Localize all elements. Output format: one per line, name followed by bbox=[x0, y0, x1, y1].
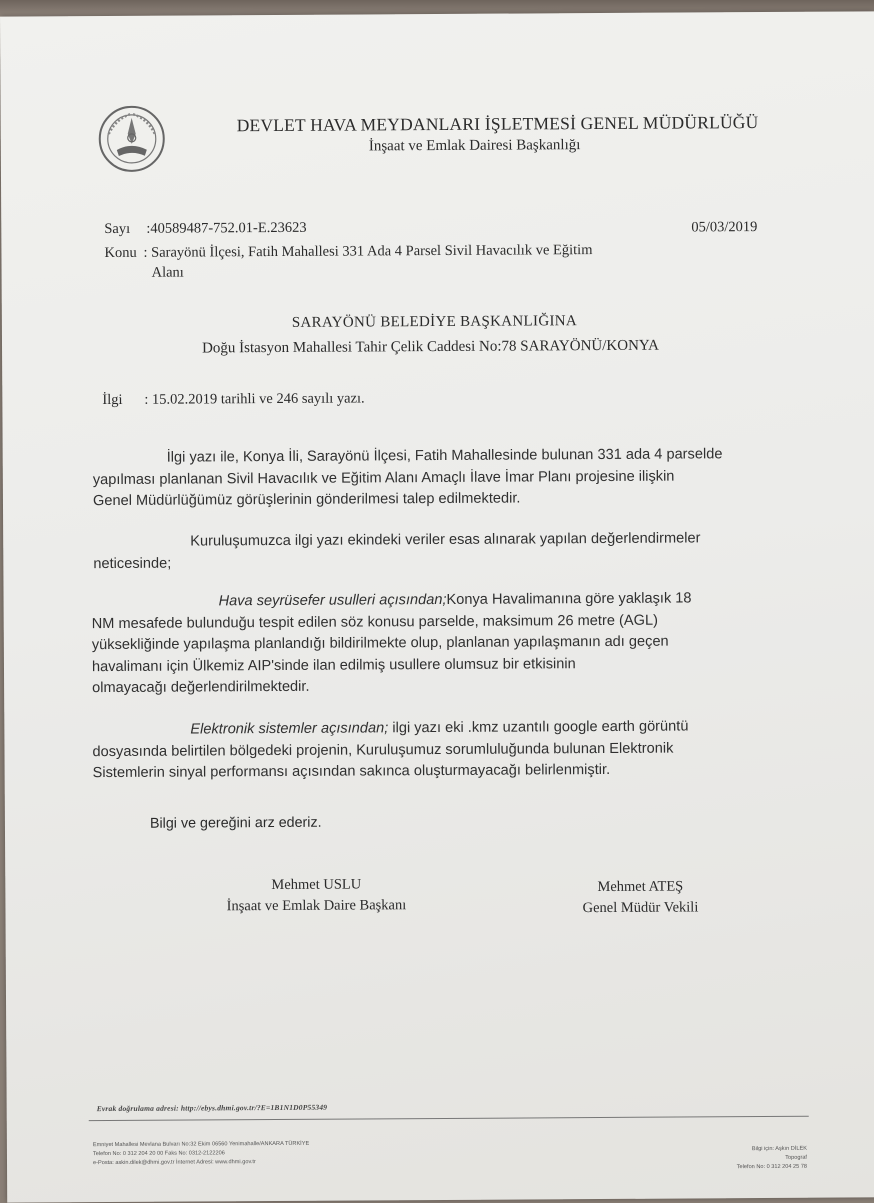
dhmi-seal-icon bbox=[97, 104, 167, 174]
organization-title: DEVLET HAVA MEYDANLARI İŞLETMESİ GENEL MÜDÜRLÜĞÜ bbox=[236, 112, 759, 136]
konu-label: Konu bbox=[104, 244, 137, 262]
document-date: 05/03/2019 bbox=[691, 219, 758, 236]
letter-page bbox=[0, 11, 874, 1202]
footer-address: Emniyet Mahallesi Mevlana Bulvarı No:32 Ekim 06560 Yenimahalle/ANKARA TÜRKİYE Telefon No: 0 312 204 20 00 Faks No: 0312-2122206 e-Posta: askin.dilek@dhmi.gov.tr İnternet Adresi: www.dhmi.gov.tr bbox=[92, 1140, 310, 1167]
paragraph-1: İlgi yazı ile, Konya İli, Sarayönü İlçesi, Fatih Mahallesinde bulunan 331 ada 4 parselde yapılması planlanan Sivil Havacılık ve Eğitim Alanı Amaçlı İlave İmar Planı projesine ilişkin Genel Müdürlüğümüz görüşlerinin gönderilmesi talep edilmektedir. bbox=[92, 446, 723, 510]
paragraph-3-heading: Hava seyrüsefer usulleri açısından; bbox=[218, 591, 447, 610]
department-name: İnşaat ve Emlak Dairesi Başkanlığı bbox=[368, 137, 581, 155]
paragraph-4-heading: Elektronik sistemler açısından; bbox=[190, 720, 389, 738]
footer-divider bbox=[89, 1116, 809, 1121]
ilgi-value: : 15.02.2019 tarihli ve 246 sayılı yazı. bbox=[144, 390, 365, 408]
verification-address: Evrak doğrulama adresi: http://ebys.dhmi.gov.tr/?E=1B1N1D0P55349 bbox=[96, 1102, 328, 1114]
recipient-name: SARAYÖNÜ BELEDİYE BAŞKANLIĞINA bbox=[291, 313, 578, 331]
closing-line: Bilgi ve gereğini arz ederiz. bbox=[149, 814, 322, 832]
paragraph-2: Kuruluşumuzca ilgi yazı ekindeki veriler esas alınarak yapılan değerlendirmeler neticesinde; bbox=[93, 530, 701, 572]
paragraph-3: Hava seyrüsefer usulleri açısından;Konya Havalimanına göre yaklaşık 18 NM mesafede bulunduğu tespit edilen söz konusu parselde, maksimum 26 metre (AGL) yüksekliğinde yapılaşma planlandığı bildirilmekte olup, planlanan yapılaşmanın adı geçen havalimanı için Ülkemiz AIP'sinde ilan edilmiş usullere olumsuz bir etkisinin olmayacağı değerlendirilmektedir. bbox=[91, 590, 692, 697]
ilgi-label: İlgi bbox=[102, 391, 123, 409]
signatory-left-name: Mehmet USLU bbox=[271, 876, 362, 894]
signatory-left-title: İnşaat ve Emlak Daire Başkanı bbox=[226, 897, 407, 915]
signatory-right-name: Mehmet ATEŞ bbox=[597, 878, 684, 896]
sayi-label: Sayı bbox=[104, 220, 131, 238]
footer-contact-info: Bilgi için: Aşkın DİLEK Topograf Telefon No: 0 312 204 25 78 bbox=[736, 1145, 808, 1171]
paragraph-4: Elektronik sistemler açısından; ilgi yazı eki .kmz uzantılı google earth görüntü dosyasında belirtilen bölgedeki projenin, Kuruluşumuz sorumluluğunda bulunan Elektronik Sistemlerin sinyal performansı açısından sakınca oluşturmayacağı belirlenmiştir. bbox=[92, 718, 689, 782]
konu-value-line1: : Sarayönü İlçesi, Fatih Mahallesi 331 Ada 4 Parsel Sivil Havacılık ve Eğitim bbox=[143, 242, 593, 261]
signatory-right-title: Genel Müdür Vekili bbox=[582, 899, 699, 917]
konu-value-line2: Alanı bbox=[151, 264, 184, 281]
recipient-address: Doğu İstasyon Mahallesi Tahir Çelik Caddesi No:78 SARAYÖNÜ/KONYA bbox=[201, 337, 659, 357]
signature-left bbox=[201, 874, 431, 917]
sayi-value: :40589487-752.01-E.23623 bbox=[146, 219, 307, 237]
signature-right bbox=[545, 876, 735, 919]
